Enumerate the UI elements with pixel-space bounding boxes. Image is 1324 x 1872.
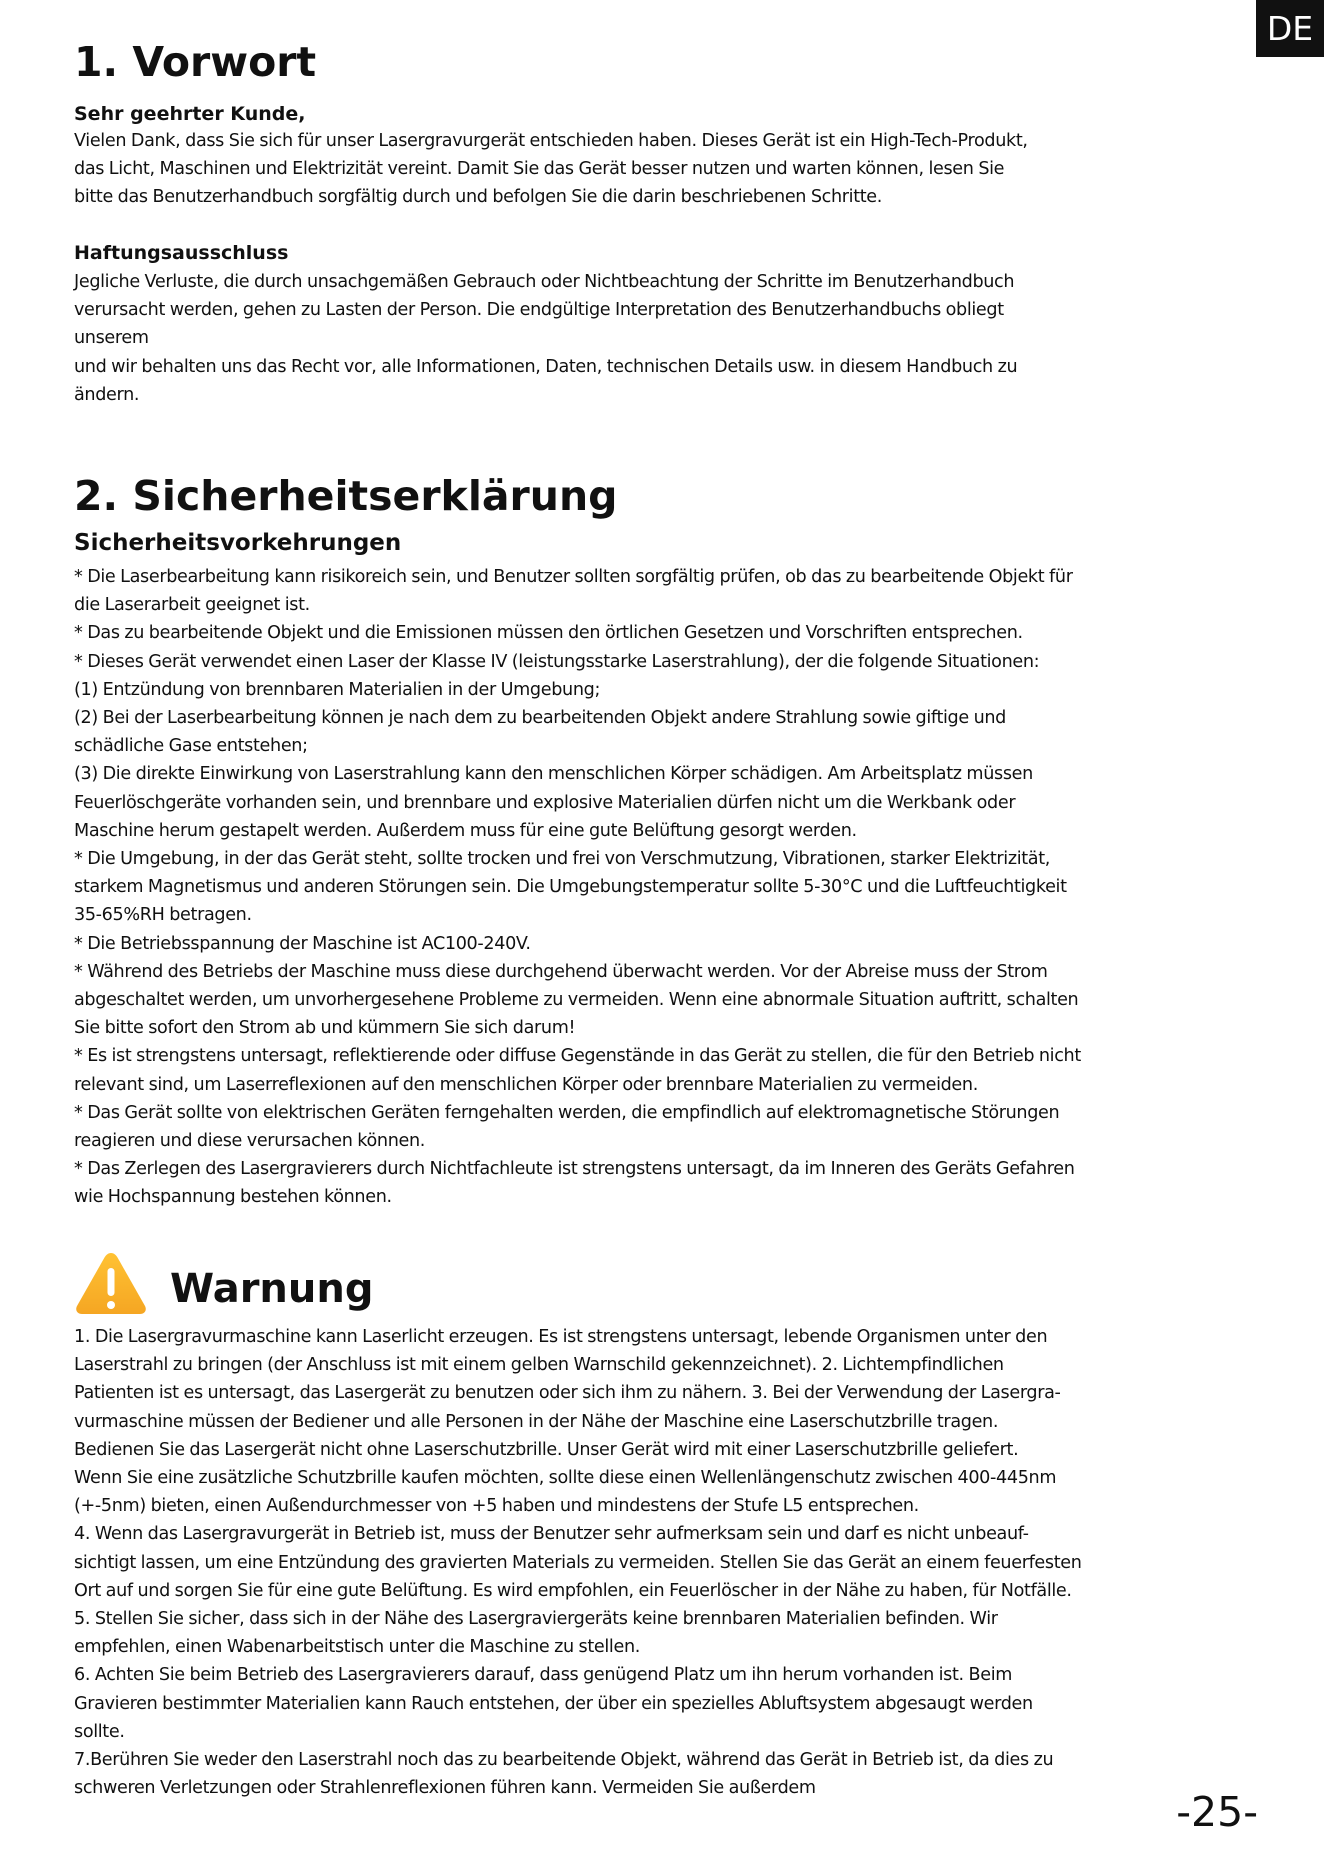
safety-subheading: Sicherheitsvorkehrungen <box>74 530 402 556</box>
safety-heading: 2. Sicherheitserklärung <box>74 472 618 520</box>
warning-body: 1. Die Lasergravurmaschine kann Laserlicht erzeugen. Es ist strengstens untersagt, lebende Organismen unter den Laserstrahl zu bringen (der Anschluss ist mit einem gelben Warnschild gekennzeichnet). 2. Lichtempfindlichen Patienten ist es untersagt, das Lasergerät zu benutzen oder sich ihm zu nähern. 3. Bei der Verwendung der Lasergra- vurmaschine müssen der Bediener und alle Personen in der Nähe der Maschine eine Laserschutzbrille tragen. Bedienen Sie das Lasergerät nicht ohne Laserschutzbrille. Unser Gerät wird mit einer Laserschutzbrille geliefert. Wenn Sie eine zusätzliche Schutzbrille kaufen möchten, sollte diese einen Wellenlängenschutz zwischen 400-445nm (+-5nm) bieten, einen Außendurchmesser von +5 haben und mindestens der Stufe L5 entsprechen. 4. Wenn das Lasergravurgerät in Betrieb ist, muss der Benutzer sehr aufmerksam sein und darf es nicht unbeauf- sichtigt lassen, um eine Entzündung des gravierten Materials zu vermeiden. Stellen Sie das Gerät an einem feuerfesten Ort auf und sorgen Sie für eine gute Belüftung. Es wird empfohlen, ein Feuerlöscher in der Nähe zu haben, für Notfälle. 5. Stellen Sie sicher, dass sich in der Nähe des Lasergraviergeräts keine brennbaren Materialien befinden. Wir empfehlen, einen Wabenarbeitstisch unter die Maschine zu stellen. 6. Achten Sie beim Betrieb des Lasergravierers darauf, dass genügend Platz um ihn herum vorhanden ist. Beim Gravieren bestimmter Materialien kann Rauch entstehen, der über ein spezielles Abluftsystem abgesaugt werden sollte. 7.Berühren Sie weder den Laserstrahl noch das zu bearbeitende Objekt, während das Gerät in Betrieb ist, da dies zu schweren Verletzungen oder Strahlenreflexionen führen kann. Vermeiden Sie außerdem <box>74 1327 1082 1799</box>
language-tag: DE <box>1256 0 1324 57</box>
disclaimer-text: Jegliche Verluste, die durch unsachgemäßen Gebrauch oder Nichtbeachtung der Schritte im Benutzerhandbuch verursacht werden, gehen zu Lasten der Person. Die endgültige Interpretation des Benutzerhandbuchs obliegt unserem und wir behalten uns das Recht vor, alle Informationen, Daten, technischen Details usw. in diesem Handbuch zu ändern. <box>74 272 1018 405</box>
disclaimer-heading: Haftungsausschluss <box>74 242 289 264</box>
page-number: -25- <box>1176 1788 1258 1836</box>
salutation: Sehr geehrter Kunde, <box>74 103 306 125</box>
foreword-heading: 1. Vorwort <box>74 38 317 86</box>
warning-heading: Warnung <box>170 1266 374 1312</box>
foreword-intro: Vielen Dank, dass Sie sich für unser Lasergravurgerät entschieden haben. Dieses Gerät ist ein High-Tech-Produkt, das Licht, Maschinen und Elektrizität vereint. Damit Sie das Gerät besser nutzen und warten können, lesen Sie bitte das Benutzerhandbuch sorgfältig durch und befolgen Sie die darin beschriebenen Schritte. <box>74 131 1028 208</box>
warning-triangle-icon <box>74 1250 148 1316</box>
safety-body: * Die Laserbearbeitung kann risikoreich sein, und Benutzer sollten sorgfältig prüfen, ob das zu bearbeitende Objekt für die Laserarbeit geeignet ist. * Das zu bearbeitende Objekt und die Emissionen müssen den örtlichen Gesetzen und Vorschriften entsprechen. * Dieses Gerät verwendet einen Laser der Klasse IV (leistungsstarke Laserstrahlung), der die folgende Situationen: (1) Entzündung von brennbaren Materialien in der Umgebung; (2) Bei der Laserbearbeitung können je nach dem zu bearbeitenden Objekt andere Strahlung sowie giftige und schädliche Gase entstehen; (3) Die direkte Einwirkung von Laserstrahlung kann den menschlichen Körper schädigen. Am Arbeitsplatz müssen Feuerlöschgeräte vorhanden sein, und brennbare und explosive Materialien dürfen nicht um die Werkbank oder Maschine herum gestapelt werden. Außerdem muss für eine gute Belüftung gesorgt werden. * Die Umgebung, in der das Gerät steht, sollte trocken und frei von Verschmutzung, Vibrationen, starker Elektrizität, starkem Magnetismus und anderen Störungen sein. Die Umgebungstemperatur sollte 5-30°C und die Luftfeuchtigkeit 35-65%RH betragen. * Die Betriebsspannung der Maschine ist AC100-240V. * Während des Betriebs der Maschine muss diese durchgehend überwacht werden. Vor der Abreise muss der Strom abgeschaltet werden, um unvorhergesehene Probleme zu vermeiden. Wenn eine abnormale Situation auftritt, schalten Sie bitte sofort den Strom ab und kümmern Sie sich darum! * Es ist strengstens untersagt, reflektierende oder diffuse Gegenstände in das Gerät zu stellen, die für den Betrieb nicht relevant sind, um Laserreflexionen auf den menschlichen Körper oder brennbare Materialien zu vermeiden. * Das Gerät sollte von elektrischen Geräten ferngehalten werden, die empfindlich auf elektromagnetische Störungen reagieren und diese verursachen können. * Das Zerlegen des Lasergravierers durch Nichtfachleute ist strengstens untersagt, da im Inneren des Geräts Gefahren wie Hochspannung bestehen können. <box>74 567 1081 1208</box>
